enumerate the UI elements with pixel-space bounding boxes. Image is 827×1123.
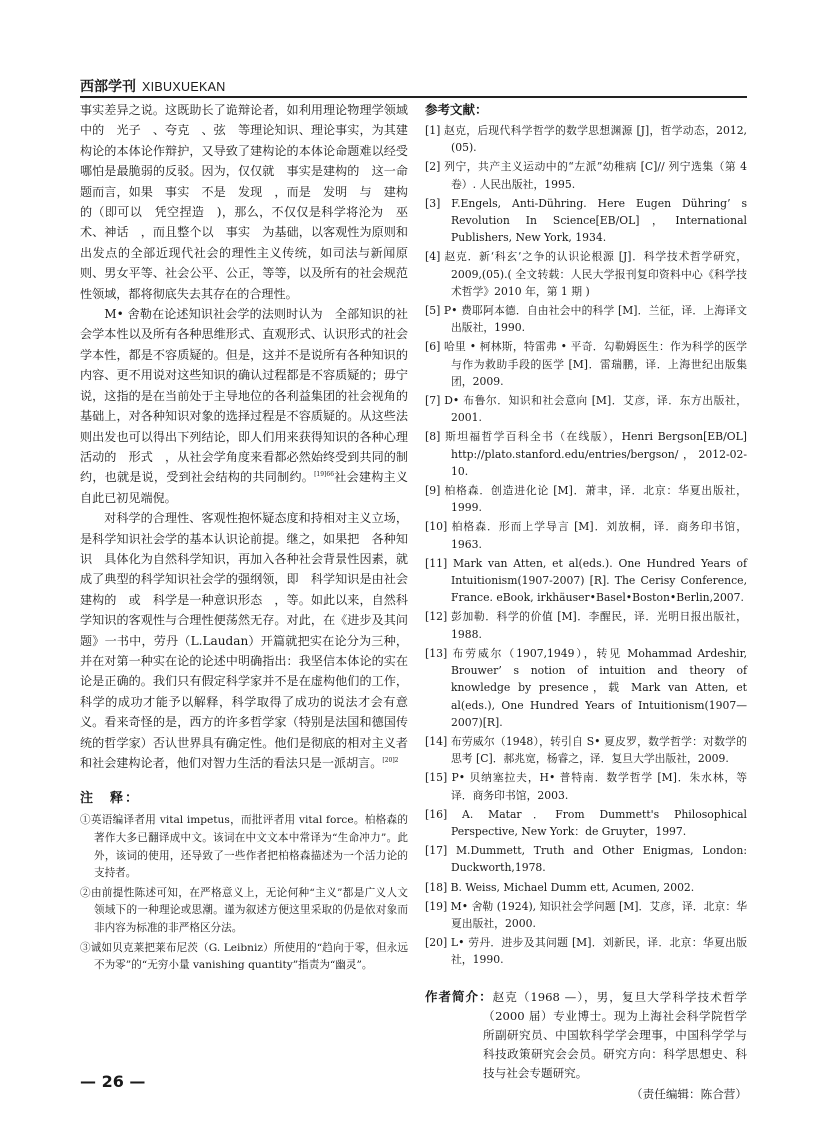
reference-text: P• 贝纳塞拉夫，H• 普特南．数学哲学 [M]．朱水林，等译．商务印书馆，2003. xyxy=(451,771,747,802)
reference-item xyxy=(425,122,747,156)
reference-number: [7] xyxy=(425,394,441,408)
body-paragraph-2: M• 舍勒在论述知识社会学的法则时认为 全部知识的社会学本性以及所有各种思维形式、直观形式、认识形式的社会学本性，都是不容质疑的。但是，这并不是说所有各种知识的内容、更不用说对这些知识的确认过程都是不容质疑的；毋宁说，这指的是在当前处于主导地位的各利益集团的社会视角的基础上，对各种知识对象的选择过程是不容质疑的。从这些法则出发也可以得出下列结论，即人们用来获得知识的各种心理活动的 形式 ，从社会学角度来看都必然始终受到共同的制约，也就是说，受到社会结构的共同制约。$^{[19]66}$社会建构主义自此已初见端倪。 xyxy=(80,307,408,505)
reference-number: [8] xyxy=(425,430,441,444)
reference-number: [17] xyxy=(425,844,448,858)
reference-text: 布劳威尔（1948），转引自 S• 夏皮罗，数学哲学：对数学的思考 [C]．郝兆宽，杨睿之，译．复旦大学出版社，2009. xyxy=(450,734,747,766)
reference-number: [12] xyxy=(425,610,448,624)
reference-number: [6] xyxy=(425,340,441,354)
reference-item xyxy=(425,769,747,803)
reference-item xyxy=(425,555,747,607)
journal-pinyin: XIBUXUEKAN xyxy=(142,80,226,94)
reference-item xyxy=(425,195,747,247)
reference-number: [11] xyxy=(425,556,448,570)
left-column xyxy=(80,100,421,977)
reference-text: Mark van Atten, et al(eds.). One Hundred Years of Intuitionism(1907-2007) [R]. The Cerisy Conference, France. eBook, irkhäuser•Basel•Boston•Berlin,2007. xyxy=(451,556,747,605)
reference-number: [9] xyxy=(425,484,441,498)
page-header xyxy=(80,76,747,96)
reference-item xyxy=(425,806,747,840)
reference-text: 布劳威尔（1907,1949），转见 Mohammad Ardeshir, Brouwer’ s notion of intuition and theory of knowledge by presence，载 Mark van Atten, et al(eds.), One Hundred Years of Intuitionism(1907—2007)[R]. xyxy=(451,646,747,729)
author-bio xyxy=(425,987,747,1104)
reference-item xyxy=(425,158,747,192)
reference-number: [14] xyxy=(425,734,448,748)
editor-credit: （责任编辑：陈合营） xyxy=(631,1086,747,1101)
citation-sup: [19]66 xyxy=(314,471,335,479)
reference-number: [1] xyxy=(425,124,441,137)
journal-title: 西部学刊 xyxy=(80,79,136,95)
reference-text: M.Dummett, Truth and Other Enigmas, London: Duckworth,1978. xyxy=(451,844,747,875)
reference-number: [3] xyxy=(425,196,441,210)
reference-item xyxy=(425,248,747,300)
reference-item xyxy=(425,879,747,896)
note-item: ③诚如贝克莱把莱布尼茨（G. Leibniz）所使用的“趋向于零，但永远不为零”的“无穷小量 vanishing quantity”指责为“幽灵”。 xyxy=(80,941,409,972)
reference-number: [13] xyxy=(425,646,448,660)
note-item: ①英语编译者用 vital impetus，而批评者用 vital force。柏格森的著作大多已翻译成中文。该词在中文文本中常译为“生命冲力”。此外，该词的使用，还导致了一些作者把柏格森描述为一个活力论的支持者。 xyxy=(80,814,409,880)
reference-text: 彭加勒．科学的价值 [M]．李醒民，译．光明日报出版社，1988. xyxy=(451,610,747,641)
reference-number: [4] xyxy=(425,250,441,264)
reference-text: 列宁，共产主义运动中的“左派”幼稚病 [C]// 列宁选集（第 4 卷）. 人民出版社，1995. xyxy=(444,160,747,191)
author-text: 赵克（1968 —），男，复旦大学科学技术哲学（2000 届）专业博士。现为上海社会科学院哲学所副研究员、中国软科学学会理事，中国科学学与科技政策研究会会员。研究方向：科学思想史、科技与社会专题研究。 xyxy=(483,989,747,1080)
reference-number: [10] xyxy=(425,520,448,534)
reference-item xyxy=(425,338,747,390)
reference-item xyxy=(425,898,747,932)
reference-item xyxy=(425,302,747,336)
reference-text: P• 费耶阿本德．自由社会中的科学 [M]．兰征，译．上海译文出版社，1990. xyxy=(443,304,747,335)
reference-text: A. Matar．From Dummett's Philosophical Perspective, New York：de Gruyter，1997. xyxy=(451,807,747,838)
notes-list xyxy=(80,812,408,974)
body-paragraph-3: 对科学的合理性、客观性抱怀疑态度和持相对主义立场，是科学知识社会学的基本认识论前提。继之，如果把 各种知识 具体化为自然科学知识，再加入各种社会背景性因素，就成了典型的科学知识社会学的强纲领，即 科学知识是由社会建构的 或 科学是一种意识形态 ，等。如此以来，自然科学知识的客观性与合理性便荡然无存。对此，在《进步及其问题》一书中，劳丹（L.Laudan）开篇就把实在论分为三种，并在对第一种实在论的论述中明确指出：我坚信本体论的实在论是正确的。我们只有假定科学家并不是在虚构他们的工作，科学的成功才能予以解释，科学取得了成功的说法才会有意义。看来奇怪的是，西方的许多哲学家（特别是法国和德国传统的哲学家）否认世界具有确定性。他们是彻底的相对主义者和社会建构论者，他们对智力生活的看法只是一派胡言。$^{[20]2}$ xyxy=(80,511,408,770)
reference-text: 哈里 • 柯林斯，特雷弗 • 平奇．勾勒姆医生：作为科学的医学与作为救助手段的医学 [M]．雷瑞鹏，译．上海世纪出版集团，2009. xyxy=(443,340,747,388)
reference-item xyxy=(425,392,747,426)
reference-item xyxy=(425,645,747,731)
author-label: 作者简介： xyxy=(425,988,493,1004)
citation-sup: [20]2 xyxy=(382,756,399,764)
reference-text: 柏格森．创造进化论 [M]．萧聿，译．北京：华夏出版社，1999. xyxy=(444,484,747,515)
reference-text: L• 劳丹．进步及其问题 [M]．刘新民，译．北京：华夏出版社，1990. xyxy=(450,936,747,967)
notes-heading: 注 释： xyxy=(80,791,141,807)
reference-text: D• 布鲁尔．知识和社会意向 [M]．艾彦，译．东方出版社，2001. xyxy=(444,394,748,425)
main-body xyxy=(80,100,421,773)
reference-item xyxy=(425,934,747,968)
references-heading: 参考文献： xyxy=(425,102,488,117)
page-number: — 26 — xyxy=(80,1072,146,1091)
reference-number: [20] xyxy=(425,936,448,950)
reference-text: 赵克，后现代科学哲学的数学思想渊源 [J]，哲学动态，2012,(05). xyxy=(444,124,747,155)
header-rule xyxy=(80,96,747,98)
reference-number: [15] xyxy=(425,771,448,785)
reference-number: [16] xyxy=(425,807,448,821)
body-paragraph-1: 事实差异之说。这既助长了诡辩论者，如利用理论物理学领域中的 光子 、夸克 、弦 等理论知识、理论事实，为其建构论的本体论作辩护，又导致了建构论的本体论命题难以经受哪怕是最脆弱的反驳。因为，仅仅就 事实是建构的 这一命题而言，如果 事实 不是 发现 ，而是 发明 与 建构 的（即可以 凭空捏造 )，那么，不仅仅是科学将沦为 巫术、神话 ，而且整个以 事实 为基础，以客观性为原则和出发点的全部近现代社会的理性主义传统，如司法与新闻原则、男女平等、社会公平、公正，等等，以及所有的社会规范性领域，都将彻底失去其存在的合理性。 xyxy=(80,103,421,301)
reference-text: 斯坦福哲学百科全书（在线版），Henri Bergson[EB/OL] http://plato.stanford.edu/entries/bergson/，2012-02-10. xyxy=(445,430,747,478)
references-list xyxy=(425,122,747,969)
reference-item xyxy=(425,733,747,767)
reference-number: [18] xyxy=(425,880,448,894)
right-column xyxy=(425,100,747,1104)
reference-item xyxy=(425,608,747,642)
reference-text: B. Weiss, Michael Dumm ett, Acumen, 2002. xyxy=(450,880,695,894)
note-item: ②由前提性陈述可知，在严格意义上，无论何种“主义”都是广义人文领域下的一种理论或思潮。谨为叙述方便这里采取的仍是依对象而非内容为标准的非严格区分法。 xyxy=(80,886,408,934)
reference-item xyxy=(425,428,747,480)
reference-text: 赵克．新‘科玄’之争的认识论根源 [J]．科学技术哲学研究，2009,(05).( 全文转载：人民大学报刊复印资料中心《科学技术哲学》2010 年，第 1 期 ) xyxy=(444,250,747,298)
reference-number: [2] xyxy=(425,160,441,174)
reference-text: 柏格森．形而上学导言 [M]．刘放桐，译．商务印书馆，1963. xyxy=(451,520,747,551)
reference-text: M• 舍勒 (1924), 知识社会学问题 [M]．艾彦，译．北京：华夏出版社，2000. xyxy=(450,899,748,930)
reference-text: F.Engels, Anti-Dühring. Here Eugen Dühring’ s Revolution In Science[EB/OL]，International Publishers, New York, 1934. xyxy=(451,196,748,245)
reference-item xyxy=(425,518,747,552)
reference-number: [19] xyxy=(425,899,448,913)
reference-item xyxy=(425,482,747,516)
reference-number: [5] xyxy=(425,304,441,318)
reference-item xyxy=(425,842,747,876)
